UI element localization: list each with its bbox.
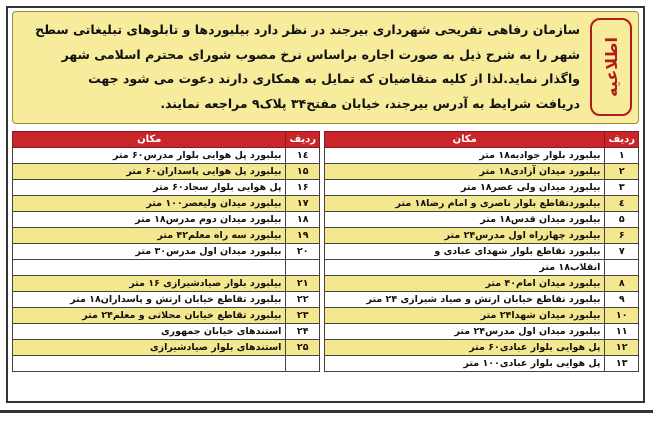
billboard-tables — [12, 131, 639, 399]
row-place: پل هوایی بلوار سجاد۶۰ متر — [13, 180, 286, 196]
table-row — [325, 308, 639, 324]
table-row — [325, 260, 639, 276]
notice-line: دریافت شرایط به آدرس بیرجند، خیابان مفتح۳۴ پلاک۹ مراجعه نمایند. — [160, 95, 580, 111]
row-number — [286, 260, 320, 276]
row-place: بیلبورد تقاطع خیابان ارتش و پاسداران۱۸ متر — [13, 292, 286, 308]
column-header-place: مکان — [325, 132, 605, 148]
row-number: ۱۵ — [286, 164, 320, 180]
row-place — [13, 356, 286, 372]
row-number: ۱۳ — [605, 356, 639, 372]
table-row — [325, 148, 639, 164]
row-place: بیلبورد میدان ولیعصر۱۰۰ متر — [13, 196, 286, 212]
table-row — [325, 356, 639, 372]
row-number: ۵ — [605, 212, 639, 228]
row-number: ۱۸ — [286, 212, 320, 228]
row-place: استندهای خیابان جمهوری — [13, 324, 286, 340]
table-row — [325, 276, 639, 292]
row-place: بیلبورد پل هوایی پاسداران۶۰ متر — [13, 164, 286, 180]
notice-badge — [590, 18, 632, 116]
row-place: بیلبورد میدان آزادی۱۸ متر — [325, 164, 605, 180]
table-row — [325, 196, 639, 212]
row-place — [13, 260, 286, 276]
row-number: ۲۲ — [286, 292, 320, 308]
row-number: ۱۰ — [605, 308, 639, 324]
row-place: پل هوایی بلوار عبادی۱۰۰ متر — [325, 356, 605, 372]
table-row — [325, 228, 639, 244]
row-number: ۳ — [605, 180, 639, 196]
notice-line: سازمان رفاهی تفریحی شهرداری بیرجند در نظر دارد بیلبوردها و تابلوهای تبلیغاتی سطح — [35, 22, 580, 37]
table-row — [13, 196, 320, 212]
row-number: ۱ — [605, 148, 639, 164]
table-row — [325, 340, 639, 356]
row-number — [605, 260, 639, 276]
table-row — [13, 356, 320, 372]
row-place: بیلبورد میدان امام۴۰ متر — [325, 276, 605, 292]
row-place: بیلبورد تقاطع خیابان ارتش و صیاد شیرازی ۲۴ متر — [325, 292, 605, 308]
badge-label: اطلاعیه — [601, 37, 621, 97]
table-row — [13, 292, 320, 308]
row-place: بیلبورد میدان ولی عصر۱۸ متر — [325, 180, 605, 196]
table-row — [13, 148, 320, 164]
row-place: بیلبورد تقاطع خیابان محلاتی و معلم۲۴ متر — [13, 308, 286, 324]
notice-frame — [6, 6, 645, 403]
notice-header — [12, 11, 639, 124]
row-number: ۹ — [605, 292, 639, 308]
row-place: بیلبورد پل هوایی بلوار مدرس۶۰ متر — [13, 148, 286, 164]
row-number: ۲۴ — [286, 324, 320, 340]
table-row — [325, 164, 639, 180]
row-number: ۱٤ — [286, 148, 320, 164]
row-number: ۱۶ — [286, 180, 320, 196]
row-number — [286, 356, 320, 372]
row-place: بیلبورد میدان اول مدرس۳۰ متر — [13, 244, 286, 260]
table-row — [13, 228, 320, 244]
row-number: ۲۱ — [286, 276, 320, 292]
row-number: ۱۱ — [605, 324, 639, 340]
table-row — [13, 276, 320, 292]
table-row — [13, 324, 320, 340]
column-header-row: ردیف — [605, 132, 639, 148]
row-number: ۶ — [605, 228, 639, 244]
row-place: پل هوایی بلوار عبادی۶۰ متر — [325, 340, 605, 356]
table-row — [13, 260, 320, 276]
row-number: ٤ — [605, 196, 639, 212]
table-row — [13, 308, 320, 324]
table-row — [13, 244, 320, 260]
row-place: بیلبوردتقاطع بلوار ناصری و امام رضا۱۸ متر — [325, 196, 605, 212]
row-number: ۲ — [605, 164, 639, 180]
row-number: ۲۵ — [286, 340, 320, 356]
notice-line: شهر را به شرح ذیل به صورت اجاره براساس نرخ مصوب شورای محترم اسلامی شهر — [61, 46, 580, 62]
row-number: ۸ — [605, 276, 639, 292]
table-row — [325, 324, 639, 340]
row-place: انقلاب۱۸ متر — [325, 260, 605, 276]
bottom-divider — [0, 410, 653, 413]
notice-text — [25, 18, 580, 116]
column-header-row: ردیف — [286, 132, 320, 148]
table-row — [325, 212, 639, 228]
row-number: ۷ — [605, 244, 639, 260]
table-row — [13, 212, 320, 228]
row-place: بیلبورد چهارراه اول مدرس۲۴ متر — [325, 228, 605, 244]
row-place: بیلبورد بلوار صیادشیرازی ۱۶ متر — [13, 276, 286, 292]
table-row — [13, 164, 320, 180]
row-place: بیلبورد سه راه معلم۴۲ متر — [13, 228, 286, 244]
row-number: ۱۲ — [605, 340, 639, 356]
row-number: ۲۰ — [286, 244, 320, 260]
row-place: بیلبورد تقاطع بلوار شهدای عبادی و — [325, 244, 605, 260]
row-place: بیلبورد بلوار جوادیه۱۸ متر — [325, 148, 605, 164]
notice-line: واگذار نماید.لذا از کلیه متقاضیان که تمایل به همکاری دارند دعوت می شود جهت — [88, 71, 580, 86]
table-row — [13, 340, 320, 356]
table-row — [325, 180, 639, 196]
billboard-table-left — [12, 131, 320, 372]
billboard-table-right — [324, 131, 639, 372]
column-header-place: مکان — [13, 132, 286, 148]
row-place: بیلبورد میدان شهدا۲۴ متر — [325, 308, 605, 324]
row-place: استندهای بلوار صیادشیرازی — [13, 340, 286, 356]
row-number: ۱۹ — [286, 228, 320, 244]
row-place: بیلبورد میدان قدس۱۸ متر — [325, 212, 605, 228]
table-row — [325, 244, 639, 260]
row-place: بیلبورد میدان اول مدرس۲۴ متر — [325, 324, 605, 340]
row-number: ۱۷ — [286, 196, 320, 212]
table-row — [13, 180, 320, 196]
row-number: ۲۳ — [286, 308, 320, 324]
table-row — [325, 292, 639, 308]
row-place: بیلبورد میدان دوم مدرس۱۸ متر — [13, 212, 286, 228]
